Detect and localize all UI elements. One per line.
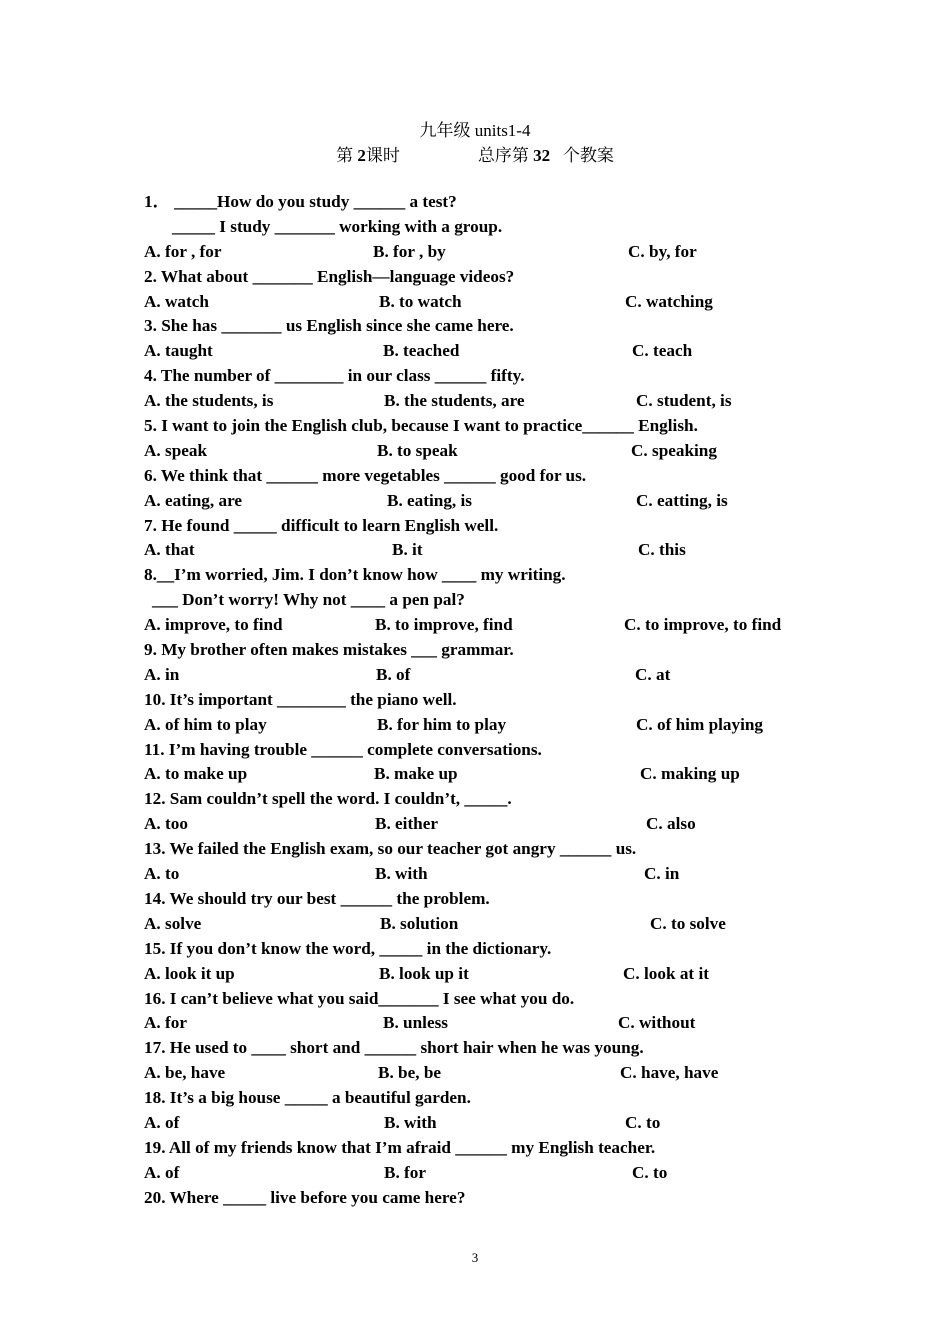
option-c: C. at [635,664,671,684]
option-c: C. also [646,814,696,834]
option-a: A. of [144,1162,180,1182]
question-text: 10. It’s important ________ the piano well. [144,689,457,709]
question-text: 4. The number of ________ in our class ______ fifty. [144,366,525,386]
answer-options [144,663,844,688]
answer-options [144,1111,844,1136]
option-c: C. look at it [623,963,709,983]
option-a: A. be, have [144,1063,226,1083]
option-b: B. eating, is [387,490,472,510]
option-a: A. in [144,664,180,684]
answer-options [144,912,844,937]
option-b: B. to speak [377,440,458,460]
question-list [144,190,844,1211]
option-b: B. be, be [378,1063,442,1083]
answer-options [144,962,844,987]
option-a: A. for [144,1013,187,1033]
option-c: C. of him playing [636,714,764,734]
title-text: 九年级 units1-4 [419,121,531,140]
option-a: A. that [144,540,195,560]
option-a: A. to [144,864,180,884]
question-text: 9. My brother often makes mistakes ___ grammar. [144,640,514,660]
option-c: C. making up [640,764,740,784]
option-c: C. student, is [636,391,732,411]
question-text: ___ Don’t worry! Why not ____ a pen pal? [152,590,465,610]
answer-options [144,389,844,414]
answer-options [144,538,844,563]
option-b: B. of [376,664,411,684]
answer-options [144,762,844,787]
answer-options [144,1011,844,1036]
answer-options [144,1161,844,1186]
option-a: A. of him to play [144,714,267,734]
option-a: A. watch [144,291,209,311]
option-c: C. this [638,540,686,560]
option-b: B. solution [380,913,459,933]
question-text: 6. We think that ______ more vegetables ______ good for us. [144,465,587,485]
option-b: B. with [384,1112,437,1132]
option-a: A. speak [144,440,208,460]
answer-options [144,339,844,364]
option-c: C. in [644,864,680,884]
answer-options [144,290,844,315]
lesson-suffix: 课时 [365,146,400,165]
option-a: A. of [144,1112,180,1132]
answer-options [144,862,844,887]
question-text: 14. We should try our best ______ the problem. [144,888,490,908]
question-text: 19. All of my friends know that I’m afraid ______ my English teacher. [144,1137,656,1157]
question-text: 7. He found _____ difficult to learn English well. [144,515,499,535]
total-prefix: 总序第 [477,146,529,165]
question-text: 12. Sam couldn’t spell the word. I couldn’t, _____. [144,789,512,809]
option-c: C. have, have [620,1063,719,1083]
total-suffix: 个教案 [562,146,614,165]
option-c: C. to improve, to find [624,615,782,635]
option-c: C. to solve [650,913,726,933]
answer-options [144,489,844,514]
option-b: B. for , by [373,241,446,261]
option-a: A. taught [144,341,213,361]
option-a: A. look it up [144,963,235,983]
question-text: 1． _____How do you study ______ a test? [144,192,457,211]
question-text: 20. Where _____ live before you came here? [144,1187,466,1207]
option-b: B. look up it [379,963,469,983]
option-b: B. with [375,864,428,884]
answer-options [144,613,844,638]
question-text: 11. I’m having trouble ______ complete conversations. [144,739,542,759]
question-text: 17. He used to ____ short and ______ short hair when he was young. [144,1038,644,1058]
option-a: A. improve, to find [144,615,283,635]
option-c: C. watching [625,291,713,311]
option-a: A. to make up [144,764,248,784]
lesson-info [0,141,950,166]
page-number: 3 [471,1250,479,1265]
option-a: A. eating, are [144,490,243,510]
question-text: 8.__I’m worried, Jim. I don’t know how ____ my writing. [144,565,566,585]
answer-options [144,812,844,837]
lesson-number: 2 [357,146,366,165]
option-a: A. for , for [144,241,222,261]
answer-options [144,240,844,265]
option-b: B. for him to play [377,714,507,734]
question-text: 3. She has _______ us English since she came here. [144,316,514,336]
option-b: B. the students, are [384,391,525,411]
total-number: 32 [533,146,551,165]
answer-options [144,1061,844,1086]
option-c: C. by, for [628,241,697,261]
option-c: C. to [632,1162,668,1182]
answer-options [144,713,844,738]
option-c: C. teach [632,341,693,361]
option-c: C. to [625,1112,661,1132]
option-a: A. the students, is [144,391,274,411]
option-b: B. teached [383,341,460,361]
option-a: A. solve [144,913,202,933]
option-b: B. make up [374,764,458,784]
lesson-prefix: 第 [336,146,354,165]
option-b: B. to improve, find [375,615,513,635]
question-text: 16. I can’t believe what you said_______ I see what you do. [144,988,575,1008]
question-text: 13. We failed the English exam, so our teacher got angry ______ us. [144,839,637,859]
option-b: B. unless [383,1013,448,1033]
option-c: C. eatting, is [636,490,728,510]
answer-options [144,439,844,464]
question-text: 15. If you don’t know the word, _____ in the dictionary. [144,938,552,958]
question-text: 18. It’s a big house _____ a beautiful garden. [144,1088,471,1108]
option-b: B. it [392,540,423,560]
question-text: 5. I want to join the English club, because I want to practice______ English. [144,416,698,436]
question-text: _____ I study _______ working with a group. [172,216,503,236]
document-title [0,116,950,141]
option-c: C. speaking [631,440,717,460]
option-a: A. too [144,814,188,834]
option-b: B. for [384,1162,427,1182]
option-b: B. to watch [379,291,462,311]
option-c: C. without [618,1013,696,1033]
question-text: 2. What about _______ English—language videos? [144,266,515,286]
option-b: B. either [375,814,439,834]
